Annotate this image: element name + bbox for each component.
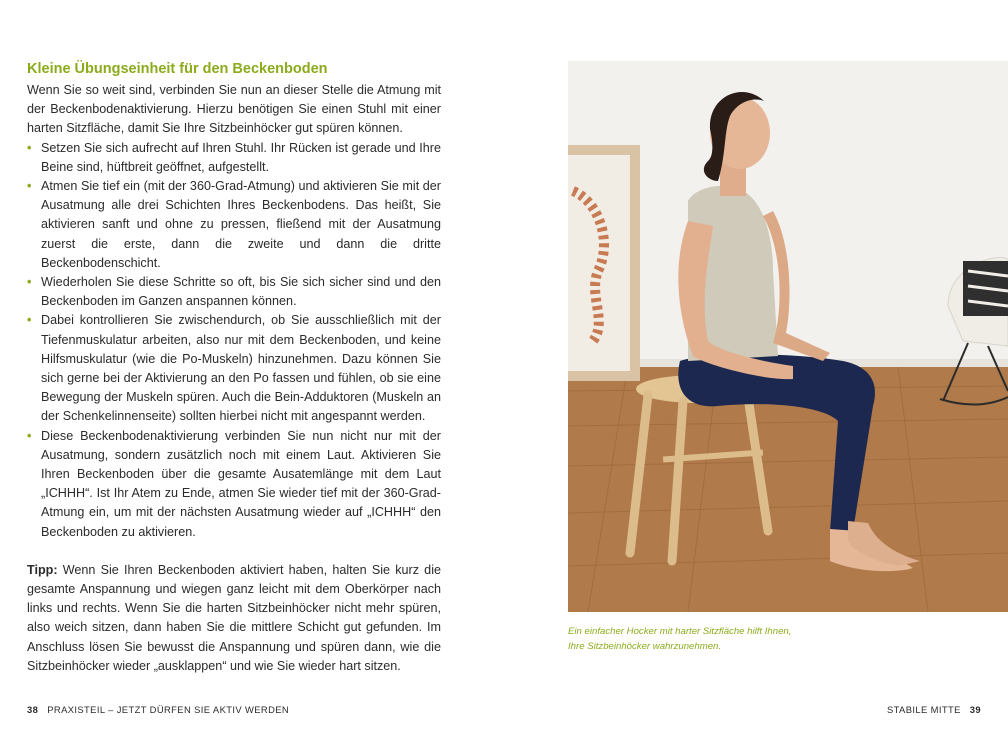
left-column xyxy=(27,58,441,676)
instruction-list xyxy=(27,139,441,542)
tip-text: Wenn Sie Ihren Beckenboden aktiviert haben, halten Sie kurz die gesamte Anspannung und wiegen ganz leicht mit dem Oberkörper nach links und rechts. Wenn Sie die harten Sitzbeinhöcker nicht mehr spüren, also weich sitzen, dann haben Sie die mittlere Schicht gut gefunden. Im Anschluss lösen Sie bewusst die Anspannung und spüren dann, wie die Sitzbeinhöcker wieder „ausklappen“ und wie Sie wieder hart sitzen. xyxy=(27,562,441,673)
list-item-text: Dabei kontrollieren Sie zwischendurch, ob Sie ausschließlich mit der Tiefenmuskulatur arbeiten, also nur mit dem Beckenboden, und keine Hilfsmuskulatur (wie die Po-Muskeln) hinzunehmen. Dazu können Sie sich gerne bei der Aktivierung an den Po fassen und fühlen, ob sie eine Bewegung der Muskeln spüren. Auch die Bein-Adduktoren (Muskeln an der Schenkelinnenseite) sollten hierbei nicht mit angespannt werden. xyxy=(41,313,441,424)
list-item xyxy=(27,311,441,426)
photo-caption: Ein einfacher Hocker mit harter Sitzfläche hilft Ihnen, Ihre Sitzbeinhöcker wahrzunehmen. xyxy=(568,626,792,652)
list-item-text: Setzen Sie sich aufrecht auf Ihren Stuhl. Ihr Rücken ist gerade und Ihre Beine sind, hüftbreit geöffnet, aufgestellt. xyxy=(41,140,441,174)
bullet-icon: • xyxy=(27,179,32,194)
running-title-right: STABILE MITTE xyxy=(886,704,961,715)
page-number-right: 39 xyxy=(969,704,981,715)
list-item-text: Atmen Sie tief ein (mit der 360-Grad-Atmung) und aktivieren Sie mit der Ausatmung alle drei Schichten Ihres Beckenbodens. Das heißt, Sie aktivieren sanft und ohne zu pressen, fließend mit der Ausatmung zuerst die erste, dann die zweite und dann die dritte Beckenbodenschicht. xyxy=(41,179,441,270)
list-item xyxy=(27,427,441,542)
list-item-text: Wiederholen Sie diese Schritte so oft, bis Sie sich sicher sind und den Beckenboden im Ganzen anspannen können. xyxy=(41,275,441,309)
exercise-photo xyxy=(568,61,1008,612)
bullet-icon: • xyxy=(27,140,32,155)
page-number-left: 38 xyxy=(27,704,39,715)
list-item xyxy=(27,273,441,311)
bullet-icon: • xyxy=(27,313,32,328)
tip-label: Tipp: xyxy=(27,562,58,577)
list-item xyxy=(27,139,441,177)
list-item xyxy=(27,177,441,273)
intro-paragraph: Wenn Sie so weit sind, verbinden Sie nun an dieser Stelle die Atmung mit der Beckenbodenaktivierung. Hierzu benötigen Sie einen Stuhl mit einer harten Sitzfläche, damit Sie Ihre Sitzbeinhöcker gut spüren können. xyxy=(27,83,441,136)
tip-paragraph xyxy=(27,561,441,676)
bullet-icon: • xyxy=(27,275,32,290)
footer-left xyxy=(27,704,289,715)
photo-illustration xyxy=(568,61,1008,612)
running-title-left: PRAXISTEIL – JETZT DÜRFEN SIE AKTIV WERDEN xyxy=(47,704,290,715)
footer-right xyxy=(887,704,981,715)
list-item-text: Diese Beckenbodenaktivierung verbinden Sie nun nicht nur mit der Ausatmung, sondern zusätzlich noch mit einem Laut. Aktivieren Sie Ihren Beckenboden über die gesamte Ausatemlänge mit dem Laut „ICHHH“. Ist Ihr Atem zu Ende, atmen Sie wieder tief mit der 360-Grad-Atmung ein, um mit der nächsten Ausatmung wieder auf „ICHHH“ den Beckenboden zu aktivieren. xyxy=(41,428,441,539)
bullet-icon: • xyxy=(27,428,32,443)
section-heading: Kleine Übungseinheit für den Beckenboden xyxy=(27,61,328,77)
